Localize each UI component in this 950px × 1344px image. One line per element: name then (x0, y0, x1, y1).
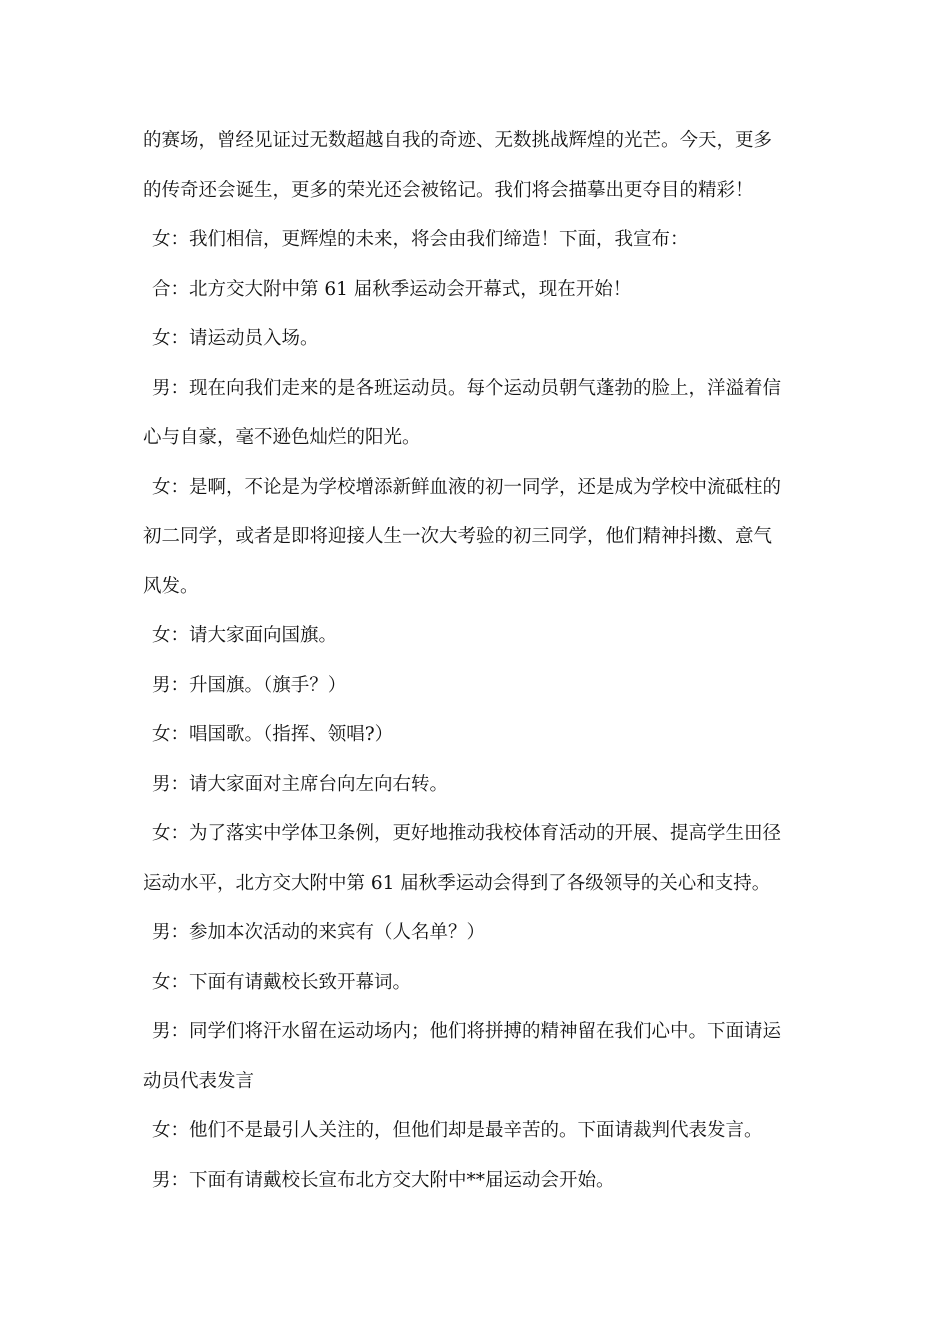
text-line: 男：下面有请戴校长宣布北方交大附中**届运动会开始。 (152, 1169, 615, 1191)
text-line: 的传奇还会诞生，更多的荣光还会被铭记。我们将会描摹出更夺目的精彩！ (143, 179, 754, 201)
text-line: 男：现在向我们走来的是各班运动员。每个运动员朝气蓬勃的脸上，洋溢着信 (152, 377, 782, 399)
text-line: 初二同学，或者是即将迎接人生一次大考验的初三同学，他们精神抖擞、意气 (143, 526, 773, 547)
text-line: 女：请大家面向国旗。 (152, 625, 338, 646)
text-line: 的赛场，曾经见证过无数超越自我的奇迹、无数挑战辉煌的光芒。今天，更多 (143, 130, 773, 151)
text-line: 男：参加本次活动的来宾有（人名单？） (152, 922, 486, 943)
text-line: 女：我们相信，更辉煌的未来，将会由我们缔造！下面，我宣布： (152, 229, 689, 250)
text-line: 风发。 (143, 575, 199, 597)
text-line: 男：请大家面对主席台向左向右转。 (152, 773, 449, 795)
text-line: 男：升国旗。（旗手？） (152, 674, 347, 696)
text-line: 女：是啊，不论是为学校增添新鲜血液的初一同学，还是成为学校中流砥柱的 (152, 476, 782, 498)
text-line: 女：为了落实中学体卫条例，更好地推动我校体育活动的开展、提高学生田径 (152, 823, 782, 844)
text-line: 动员代表发言 (143, 1070, 255, 1092)
text-line: 心与自豪，毫不逊色灿烂的阳光。 (143, 427, 421, 448)
text-line: 运动水平，北方交大附中第 61 届秋季运动会得到了各级领导的关心和支持。 (143, 872, 771, 894)
text-line: 女：下面有请戴校长致开幕词。 (152, 971, 412, 993)
text-line: 女：唱国歌。（指挥、领唱?） (152, 724, 394, 745)
text-line: 女：请运动员入场。 (152, 328, 319, 349)
text-line: 合：北方交大附中第 61 届秋季运动会开幕式，现在开始！ (152, 278, 632, 300)
text-line: 女：他们不是最引人关注的，但他们却是最辛苦的。下面请裁判代表发言。 (152, 1120, 763, 1141)
text-line: 男：同学们将汗水留在运动场内；他们将拼搏的精神留在我们心中。下面请运 (152, 1021, 782, 1042)
document-body (143, 116, 813, 1205)
